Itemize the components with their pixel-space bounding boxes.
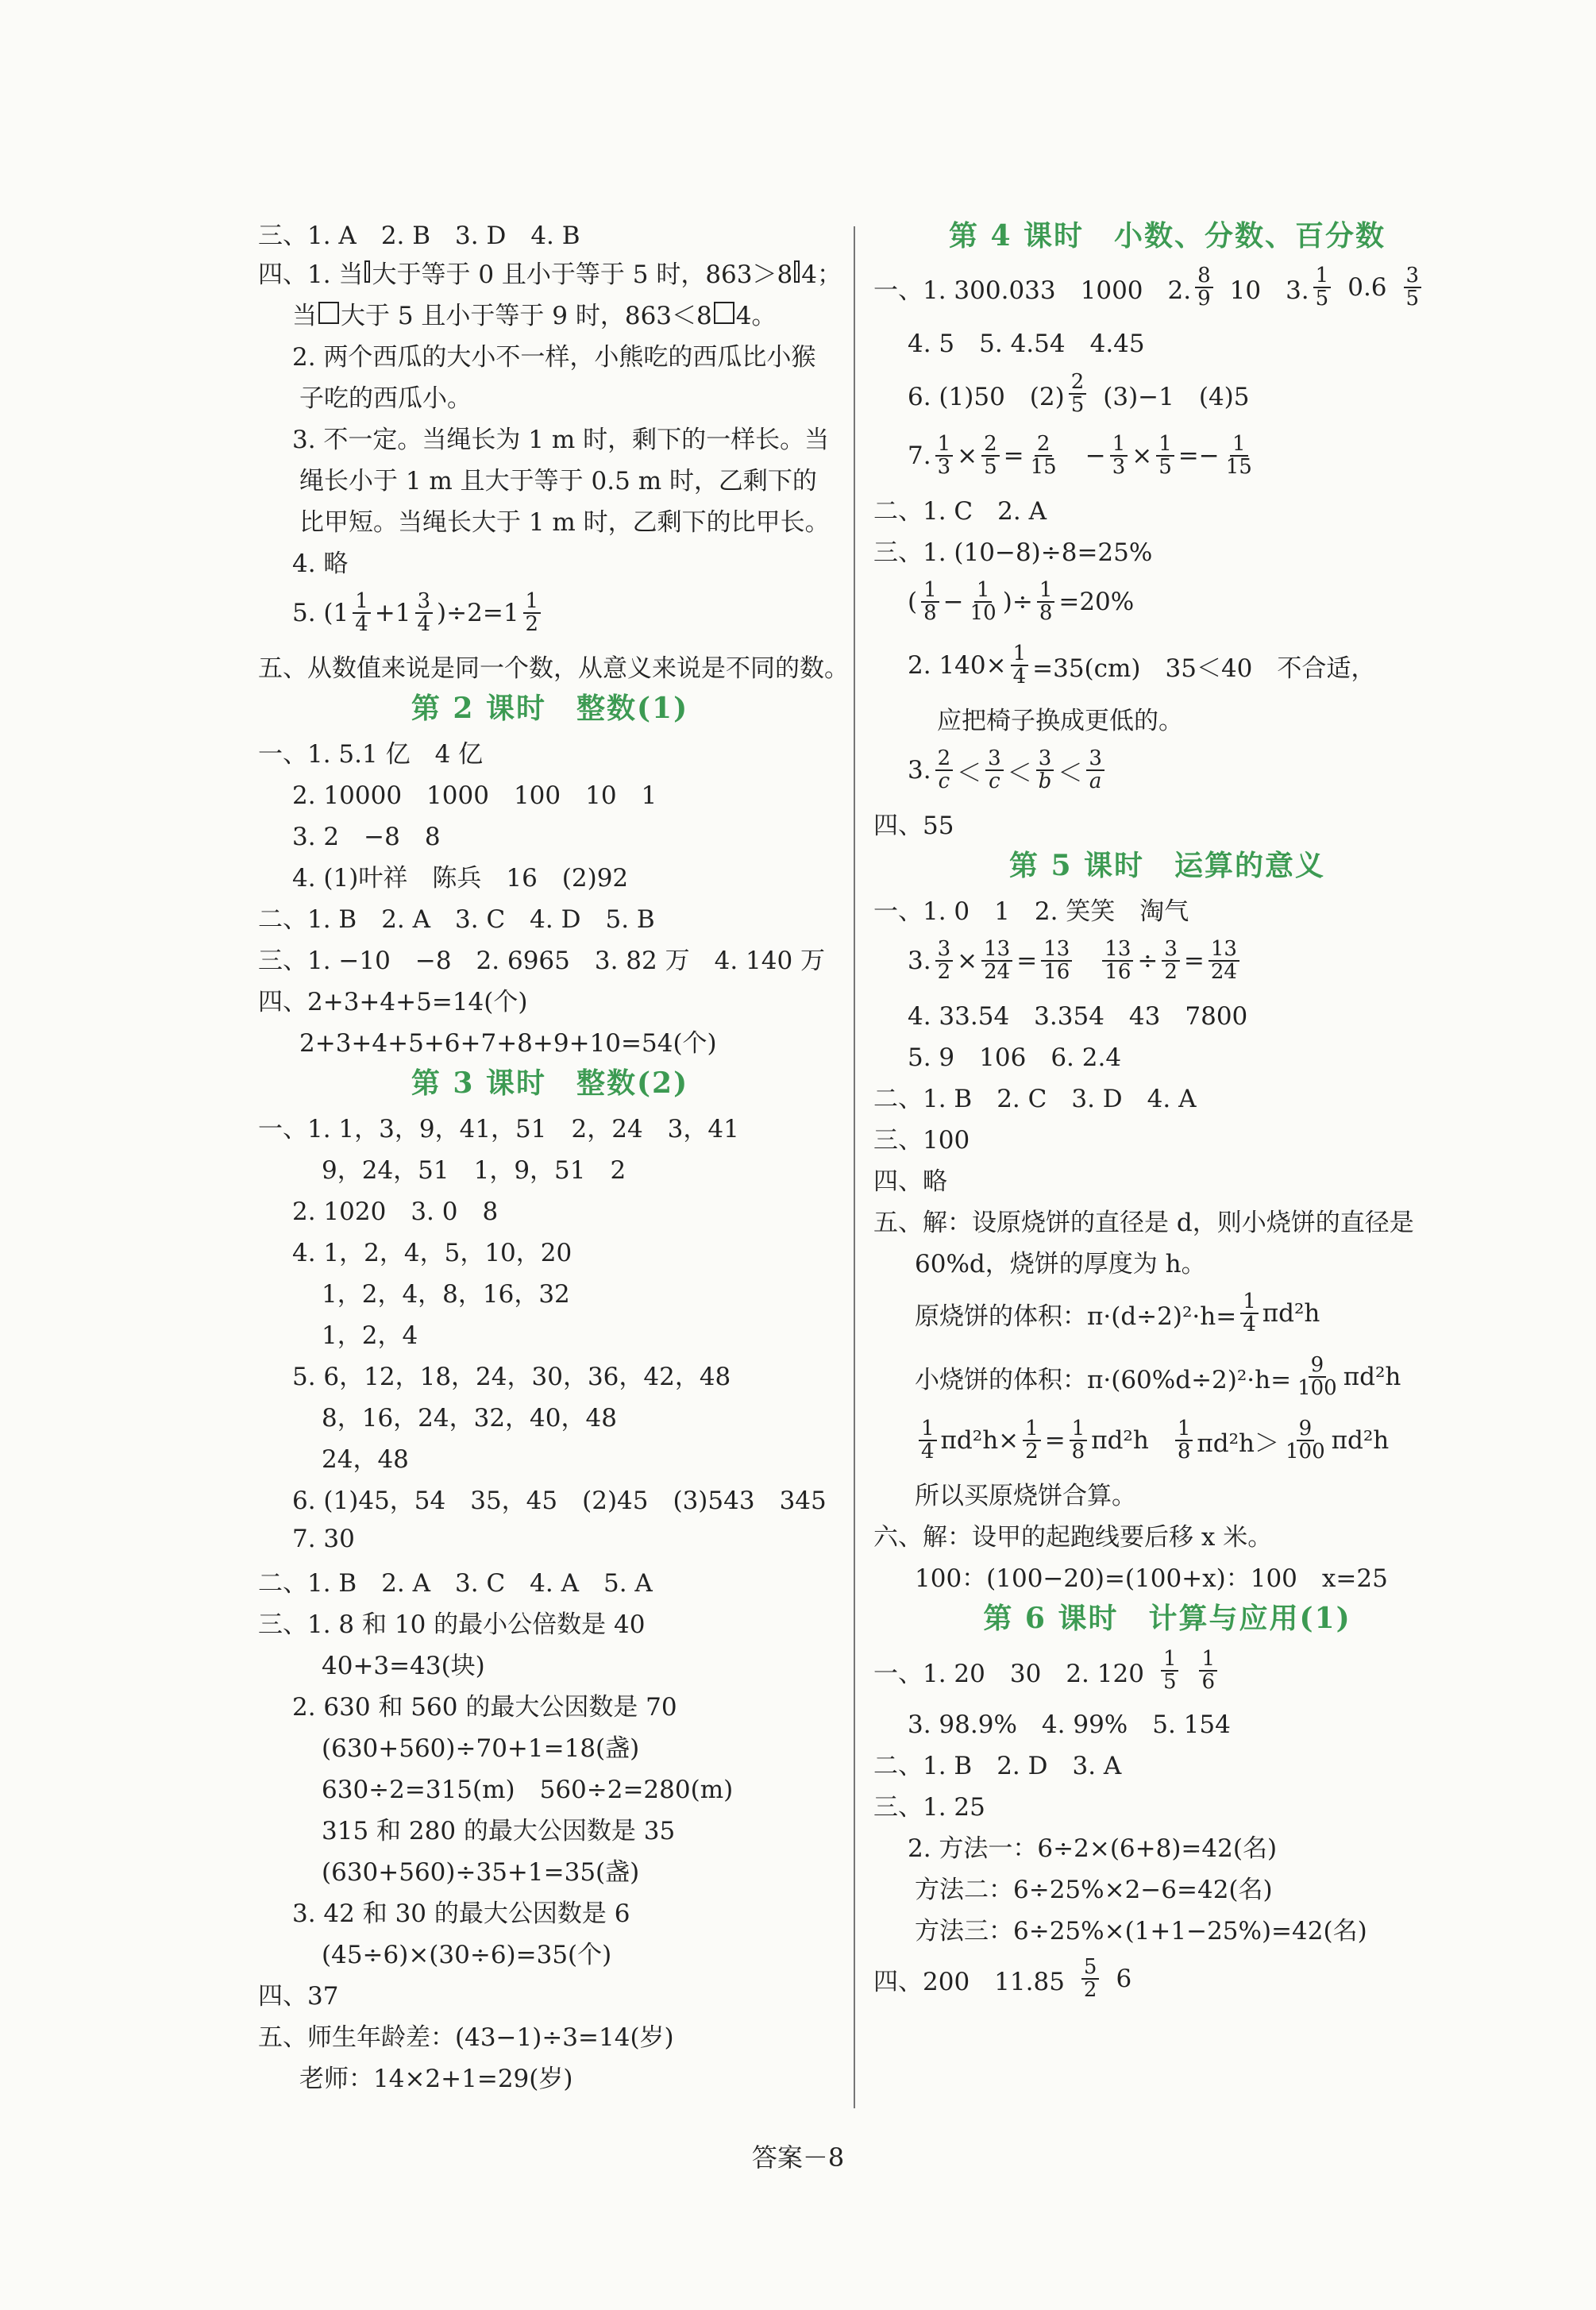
fraction: $\frac{13}{24}$	[1209, 939, 1239, 984]
blank-box	[794, 260, 800, 283]
answer-line: 子吃的西瓜小。	[299, 384, 472, 413]
answer-line: (630+560)÷35+1=35(盏)	[322, 1857, 640, 1887]
fraction: $\frac{1}{3}$	[935, 434, 954, 479]
fraction: $\frac{13}{16}$	[1041, 939, 1072, 984]
answer-line: 60%d，烧饼的厚度为 h。	[915, 1249, 1206, 1278]
page-footer: 答案－8	[751, 2142, 845, 2173]
answer-line: 1，2，4	[322, 1321, 418, 1350]
fraction: $\frac{9}{100}$	[1286, 1416, 1325, 1464]
answer-line: 原烧饼的体积：π·(d÷2)²·h= $\frac{1}{4}$ πd²h	[915, 1289, 1320, 1336]
section-title: 第 6 课时 计算与应用(1)	[983, 1602, 1351, 1635]
right-column	[873, 214, 1461, 2009]
section-title: 第 4 课时 小数、分数、百分数	[948, 219, 1386, 253]
answer-line: 100：(100−20)=(100+x)：100 x=25	[915, 1564, 1388, 1593]
answer-line: 8，16，24，32，40，48	[322, 1403, 617, 1433]
fraction: $\frac{1}{10}$	[970, 577, 997, 625]
fraction: $\frac{1}{4}$	[919, 1418, 937, 1464]
answer-line: 24，48	[322, 1444, 409, 1474]
answer-line: 所以买原烧饼合算。	[915, 1481, 1136, 1510]
answer-line: 四、200 11.85 $\frac{5}{2}$ 6	[873, 1954, 1132, 2002]
fraction: $\frac{1}{8}$	[1175, 1418, 1193, 1464]
answer-line: 应把椅子换成更低的。	[937, 706, 1183, 735]
fraction: $\frac{3}{c}$	[985, 748, 1004, 793]
blank-box	[318, 302, 339, 324]
answer-line: (45÷6)×(30÷6)=35(个)	[322, 1940, 612, 1969]
answer-line: 五、从数值来说是同一个数，从意义来说是不同的数。	[258, 654, 849, 683]
answer-line: 40+3=43(块)	[322, 1651, 485, 1680]
answer-line: 5. 9 106 6. 2.4	[908, 1043, 1122, 1072]
answer-line: 2. 方法一：6÷2×(6+8)=42(名)	[908, 1834, 1278, 1863]
answer-line: 一、1. 5.1 亿 4 亿	[258, 739, 484, 769]
answer-line: 315 和 280 的最大公因数是 35	[322, 1816, 676, 1845]
answer-line: 四、略	[873, 1167, 947, 1196]
fraction: $\frac{13}{16}$	[1102, 939, 1133, 984]
answer-line: 三、100	[873, 1125, 970, 1155]
answer-line: 一、1. 1，3，9，41，51 2，24 3，41	[258, 1114, 739, 1143]
answer-line: 7. $\frac{1}{3}$ × $\frac{2}{5}$ = $\frac{2}{15}$ − $\frac{1}{3}$ × $\frac{1}{5}$ =− $\frac{1}{15}$	[873, 424, 1461, 488]
answer-line: 9，24，51 1，9，51 2	[322, 1155, 626, 1185]
answer-line: 3. $\frac{2}{c}$ ＜ $\frac{3}{c}$ ＜ $\frac{3}{b}$ ＜ $\frac{3}{a}$	[873, 739, 1461, 802]
answer-line: 一、1. 0 1 2. 笑笑 淘气	[873, 897, 1189, 926]
answer-line: 3. 不一定。当绳长为 1 m 时，剩下的一样长。当	[292, 425, 830, 454]
fraction: $\frac{2}{5}$	[981, 434, 1000, 479]
fraction: $\frac{3}{b}$	[1036, 748, 1054, 793]
fraction: $\frac{1}{5}$	[1313, 265, 1332, 310]
answer-line: 三、1. 8 和 10 的最小公倍数是 40	[258, 1610, 646, 1639]
column-divider	[854, 226, 855, 2108]
answer-line: 2. 10000 1000 100 10 1	[292, 781, 657, 810]
answer-line: 三、1. (10−8)÷8=25%	[873, 538, 1153, 567]
fraction: $\frac{1}{4}$	[353, 591, 371, 636]
answer-line: 五、师生年龄差：(43−1)÷3=14(岁)	[258, 2023, 674, 2052]
fraction: $\frac{13}{24}$	[981, 939, 1012, 984]
answer-line: (630+560)÷70+1=18(盏)	[322, 1733, 640, 1763]
fraction: $\frac{2}{5}$	[1069, 372, 1087, 417]
fraction: $\frac{3}{2}$	[935, 939, 954, 984]
fraction: $\frac{1}{4}$	[1240, 1291, 1259, 1336]
fraction: $\frac{2}{c}$	[935, 748, 954, 793]
answer-line: 三、1. A 2. B 3. D 4. B	[258, 221, 580, 250]
fraction: $\frac{1}{8}$	[921, 580, 939, 625]
answer-line: 三、1. 25	[873, 1792, 985, 1822]
answer-line: 3. 42 和 30 的最大公因数是 6	[292, 1899, 630, 1928]
answer-line: 方法二：6÷25%×2−6=42(名)	[915, 1875, 1273, 1904]
fraction: $\frac{1}{6}$	[1199, 1649, 1217, 1694]
answer-line: 6. (1)50 (2) $\frac{2}{5}$ (3)−1 (4)5	[908, 369, 1250, 417]
fraction: $\frac{9}{100}$	[1297, 1352, 1337, 1400]
section-title: 第 5 课时 运算的意义	[1008, 849, 1326, 882]
answer-line: 4. 5 5. 4.54 4.45	[908, 329, 1145, 358]
blank-box	[714, 302, 734, 324]
answer-line: 二、1. B 2. A 3. C 4. D 5. B	[258, 904, 655, 934]
answer-line: 2. 630 和 560 的最大公因数是 70	[292, 1692, 677, 1722]
section-title: 第 3 课时 整数(2)	[411, 1066, 689, 1100]
answer-line: 老师：14×2+1=29(岁)	[299, 2064, 573, 2093]
answer-line: 四、1. 当 大于等于 0 且小于等于 5 时，863＞8 4；	[258, 260, 842, 289]
answer-line: 4. 略	[292, 549, 349, 578]
answer-line: 五、解：设原烧饼的直径是 d，则小烧饼的直径是	[873, 1208, 1414, 1237]
answer-line: 3. 2 −8 8	[292, 822, 441, 851]
answer-line: 3. $\frac{3}{2}$ × $\frac{13}{24}$ = $\frac{13}{16}$ $\frac{13}{16}$ ÷ $\frac{3}{2}$ = $\frac{13}{24}$	[873, 929, 1461, 993]
answer-line: 3. 98.9% 4. 99% 5. 154	[908, 1710, 1231, 1739]
answer-line: 4. 1，2，4，5，10，20	[292, 1238, 572, 1267]
answer-line: 2. 140× $\frac{1}{4}$ =35(cm) 35＜40 不合适，	[908, 641, 1376, 688]
answer-line: 比甲短。当绳长大于 1 m 时，乙剩下的比甲长。	[299, 507, 830, 537]
answer-line: 一、1. 300.033 1000 2. $\frac{8}{9}$ 10 3. $\frac{1}{5}$ 0.6 $\frac{3}{5}$	[873, 257, 1461, 318]
answer-line: 二、1. C 2. A	[873, 496, 1047, 526]
fraction: $\frac{1}{15}$	[1225, 431, 1252, 479]
answer-line: 当 大于 5 且小于等于 9 时，863＜8 4。	[292, 301, 777, 330]
answer-line: 六、解：设甲的起跑线要后移 x 米。	[873, 1522, 1273, 1552]
answer-line: 二、1. B 2. D 3. A	[873, 1751, 1122, 1780]
answer-line: 7. 30	[292, 1525, 355, 1553]
fraction: $\frac{3}{5}$	[1404, 265, 1422, 310]
answer-line: 小烧饼的体积：π·(60%d÷2)²·h= $\frac{9}{100}$ πd²h	[915, 1352, 1401, 1400]
answer-line: 1，2，4，8，16，32	[322, 1279, 570, 1309]
answer-line: 2+3+4+5+6+7+8+9+10=54(个)	[299, 1028, 717, 1058]
answer-line: 三、1. −10 −8 2. 6965 3. 82 万 4. 140 万	[258, 946, 826, 975]
fraction: $\frac{1}{8}$	[1070, 1418, 1088, 1464]
answer-line: 四、55	[873, 811, 954, 840]
answer-line: 二、1. B 2. C 3. D 4. A	[873, 1084, 1197, 1113]
answer-line: 2. 1020 3. 0 8	[292, 1197, 499, 1226]
answer-line: 四、2+3+4+5=14(个)	[258, 987, 528, 1016]
fraction: $\frac{3}{2}$	[1162, 939, 1180, 984]
answer-line: 二、1. B 2. A 3. C 4. A 5. A	[258, 1568, 653, 1598]
fraction: $\frac{1}{5}$	[1156, 434, 1174, 479]
fraction: $\frac{8}{9}$	[1195, 265, 1213, 310]
fraction: $\frac{1}{2}$	[523, 591, 542, 636]
answer-line: 6. (1)45，54 35，45 (2)45 (3)543 345	[292, 1486, 827, 1515]
fraction: $\frac{3}{a}$	[1086, 748, 1104, 793]
answer-line: 5. 6，12，18，24，30，36，42，48	[292, 1362, 731, 1391]
fraction: $\frac{1}{3}$	[1110, 434, 1128, 479]
answer-line: 方法三：6÷25%×(1+1−25%)=42(名)	[915, 1916, 1367, 1946]
fraction: $\frac{1}{5}$	[1161, 1649, 1179, 1694]
answer-line: 4. 33.54 3.354 43 7800	[908, 1001, 1248, 1031]
answer-line: 4. (1)叶祥 陈兵 16 (2)92	[292, 863, 629, 893]
answer-line: 绳长小于 1 m 且大于等于 0.5 m 时，乙剩下的	[299, 466, 817, 496]
answer-line: $\frac{1}{4}$ πd²h× $\frac{1}{2}$ = $\frac{1}{8}$ πd²h $\frac{1}{8}$ πd²h＞ $\frac{9}{100}$ πd²h	[873, 1409, 1461, 1472]
fraction: $\frac{3}{4}$	[415, 591, 434, 636]
fraction: $\frac{1}{8}$	[1037, 580, 1055, 625]
answer-line: ( $\frac{1}{8}$ − $\frac{1}{10}$ )÷ $\frac{1}{8}$ =20%	[908, 577, 1135, 625]
answer-line: 630÷2=315(m) 560÷2=280(m)	[322, 1775, 734, 1804]
answer-line: 一、1. 20 30 2. 120 $\frac{1}{5}$ $\frac{1}{6}$	[873, 1641, 1461, 1701]
fraction: $\frac{1}{4}$	[1011, 643, 1029, 688]
fraction: $\frac{2}{15}$	[1030, 431, 1057, 479]
answer-line: 2. 两个西瓜的大小不一样，小熊吃的西瓜比小猴	[292, 342, 816, 372]
fraction: $\frac{1}{2}$	[1023, 1418, 1041, 1464]
blank-box	[364, 260, 370, 283]
section-title: 第 2 课时 整数(1)	[411, 692, 689, 725]
left-column	[258, 214, 849, 2096]
answer-line: 5. (1 $\frac{1}{4}$ +1 $\frac{3}{4}$ )÷2=1 $\frac{1}{2}$	[258, 581, 842, 645]
fraction: $\frac{5}{2}$	[1081, 1957, 1100, 2002]
answer-line: 四、37	[258, 1981, 339, 2011]
